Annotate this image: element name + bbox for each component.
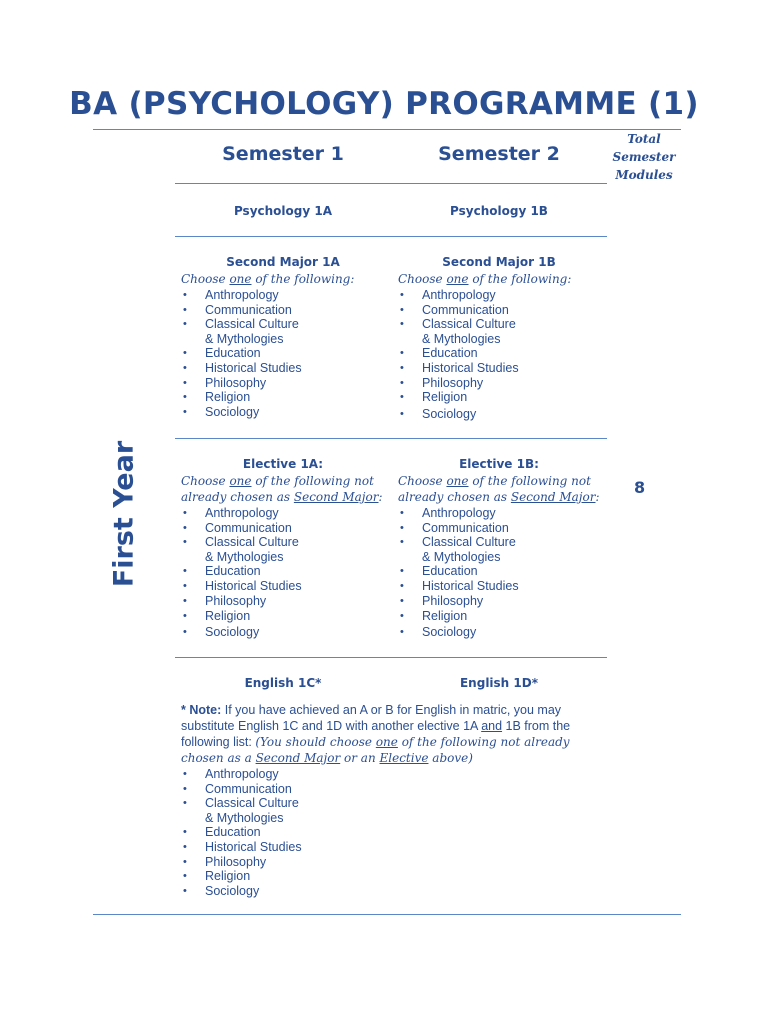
- english-1d: English 1D*: [459, 676, 538, 690]
- list-item: • Philosophy: [398, 594, 608, 609]
- divider: [175, 657, 607, 658]
- english-1c: English 1C*: [244, 676, 322, 690]
- list-item: • Religion: [181, 609, 391, 624]
- list-item: • Historical Studies: [181, 840, 391, 855]
- list-item: • Communication: [398, 303, 608, 318]
- elective-1a-instruction: Choose one of the following not already chosen as Second Major:: [181, 474, 383, 504]
- list-item: • Religion: [181, 390, 391, 405]
- list-item: • Historical Studies: [181, 361, 391, 376]
- english-note: * Note: If you have achieved an A or B for English in matric, you may substitute English 1C and 1D with another elective 1A and 1B from the following list: (You should choose one of the following not already chosen as a Second Major or an Elective above): [181, 703, 571, 765]
- list-item: • Religion: [398, 609, 608, 624]
- total-line-2: Semester: [612, 150, 676, 164]
- list-item: • Philosophy: [181, 594, 391, 609]
- second-major-1b-title: Second Major 1B: [442, 255, 556, 269]
- year-label: First Year: [108, 440, 140, 588]
- list-item: • Historical Studies: [398, 579, 608, 594]
- elective-1b-instruction: Choose one of the following not already chosen as Second Major:: [398, 474, 600, 504]
- second-major-1a-title: Second Major 1A: [226, 255, 340, 269]
- total-semester-modules-heading: [606, 130, 682, 184]
- list-item: • Philosophy: [181, 855, 391, 870]
- divider: [175, 183, 607, 184]
- list-item: • Historical Studies: [181, 579, 391, 594]
- list-item: • Classical Culture & Mythologies: [398, 317, 527, 346]
- list-item: • Philosophy: [398, 376, 608, 391]
- list-item: • Classical Culture & Mythologies: [181, 317, 310, 346]
- elective-1b-options: [398, 506, 608, 639]
- list-item: • Sociology: [398, 407, 608, 422]
- second-major-1b-instruction: Choose one of the following:: [398, 272, 572, 286]
- list-item: • Communication: [181, 782, 391, 797]
- psychology-1b: Psychology 1B: [450, 204, 548, 218]
- list-item: • Classical Culture & Mythologies: [398, 535, 527, 564]
- list-item: • Anthropology: [398, 506, 608, 521]
- semester-1-heading: Semester 1: [222, 143, 344, 165]
- total-line-3: Modules: [615, 168, 673, 182]
- list-item: • Sociology: [181, 625, 391, 640]
- list-item: • Communication: [181, 303, 391, 318]
- list-item: • Education: [398, 564, 608, 579]
- list-item: • Education: [181, 825, 391, 840]
- total-line-1: Total: [627, 132, 661, 146]
- elective-1a-title: Elective 1A:: [242, 457, 324, 471]
- second-major-1a-instruction: Choose one of the following:: [181, 272, 355, 286]
- elective-1b-title: Elective 1B:: [459, 457, 539, 471]
- list-item: • Education: [398, 346, 608, 361]
- bottom-rule: [93, 914, 681, 915]
- list-item: • Philosophy: [181, 376, 391, 391]
- list-item: • Classical Culture & Mythologies: [181, 796, 310, 825]
- list-item: • Sociology: [181, 884, 391, 899]
- psychology-1a: Psychology 1A: [233, 204, 333, 218]
- divider: [175, 236, 607, 237]
- title-rule: [93, 129, 681, 130]
- divider: [175, 438, 607, 439]
- elective-1a-options: [181, 506, 391, 639]
- list-item: • Anthropology: [181, 288, 391, 303]
- list-item: • Historical Studies: [398, 361, 608, 376]
- list-item: • Anthropology: [181, 767, 391, 782]
- second-major-1a-options: [181, 288, 391, 419]
- list-item: • Sociology: [398, 625, 608, 640]
- list-item: • Sociology: [181, 405, 391, 420]
- list-item: • Education: [181, 564, 391, 579]
- list-item: • Communication: [181, 521, 391, 536]
- english-substitute-options: [181, 767, 391, 898]
- list-item: • Classical Culture & Mythologies: [181, 535, 310, 564]
- list-item: • Education: [181, 346, 391, 361]
- page-title: BA (PSYCHOLOGY) PROGRAMME (1): [69, 86, 699, 122]
- list-item: • Communication: [398, 521, 608, 536]
- total-modules-count: 8: [634, 478, 646, 497]
- list-item: • Anthropology: [398, 288, 608, 303]
- list-item: • Anthropology: [181, 506, 391, 521]
- list-item: • Religion: [398, 390, 608, 405]
- list-item: • Religion: [181, 869, 391, 884]
- second-major-1b-options: [398, 288, 608, 421]
- semester-2-heading: Semester 2: [438, 143, 560, 165]
